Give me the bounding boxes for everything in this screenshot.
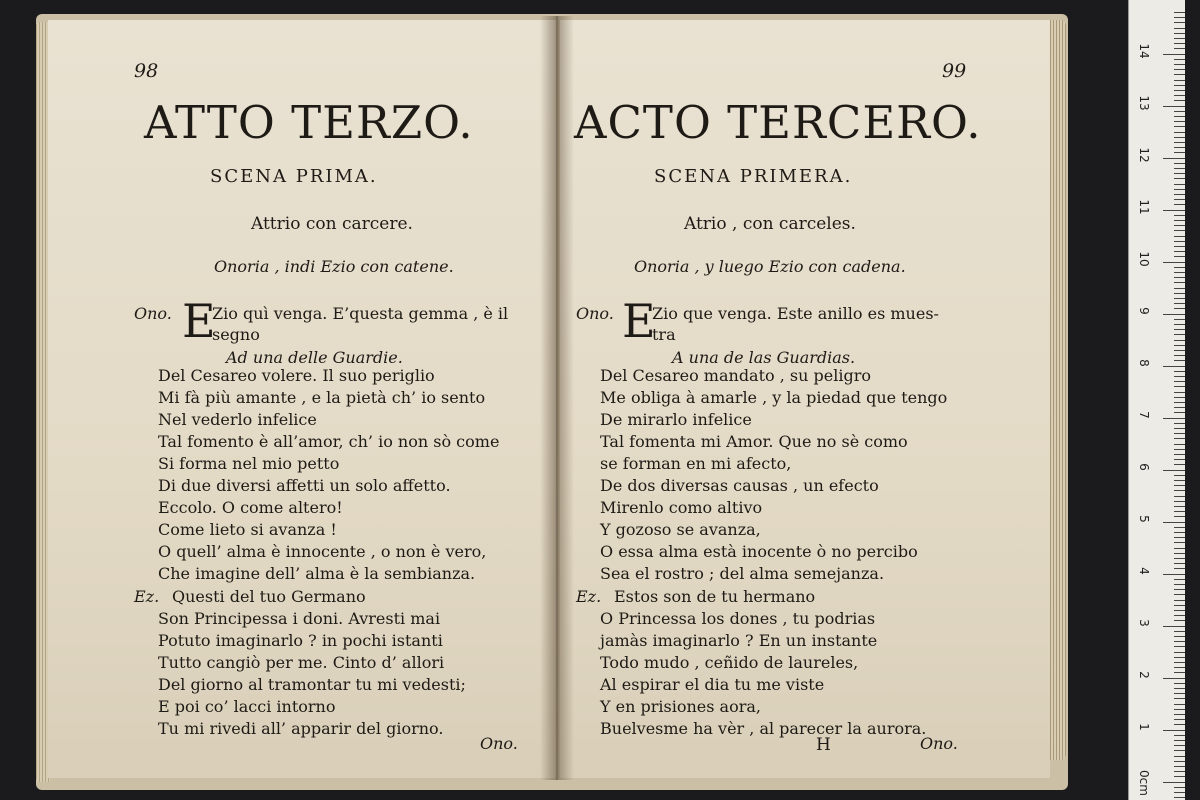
- ruler-tick: [1163, 574, 1185, 575]
- ruler-tick: [1174, 501, 1185, 502]
- ruler-tick: [1163, 470, 1185, 471]
- ruler-tick: [1174, 152, 1185, 153]
- ruler-tick: [1174, 137, 1185, 138]
- ruler-tick: [1174, 485, 1185, 486]
- ruler-tick: [1174, 714, 1185, 715]
- ruler-tick: [1163, 158, 1185, 159]
- ruler-number: 10: [1137, 251, 1151, 267]
- page-number: 99: [942, 60, 967, 82]
- ruler-tick: [1174, 454, 1185, 455]
- book-gutter: [540, 16, 574, 780]
- verse-line: Zio que venga. Este anillo es mues-: [652, 304, 939, 323]
- verse-line: Al espirar el dia tu me viste: [600, 675, 825, 694]
- ruler-tick: [1174, 771, 1185, 772]
- ruler-tick: [1174, 553, 1185, 554]
- ruler-tick: [1174, 589, 1185, 590]
- ruler-tick: [1174, 324, 1185, 325]
- verse-line: Del Cesareo mandato , su peligro: [600, 366, 871, 385]
- verse-line: Mi fà più amante , e la pietà ch’ io sento: [158, 388, 486, 407]
- verse-line: Potuto imaginarlo ? in pochi istanti: [158, 631, 443, 650]
- speaker-label: Ono.: [134, 304, 172, 323]
- scene-setting: Atrio , con carceles.: [684, 214, 856, 234]
- ruler-tick: [1174, 90, 1185, 91]
- ruler-tick: [1174, 797, 1185, 798]
- ruler-tick: [1174, 194, 1185, 195]
- ruler-tick: [1174, 256, 1185, 257]
- ruler-tick: [1174, 527, 1185, 528]
- speaker-label: Ez.: [134, 587, 160, 606]
- verse-line: E poi co’ lacci intorno: [158, 697, 336, 716]
- ruler-tick: [1174, 236, 1185, 237]
- stage-direction: A una de las Guardias.: [672, 348, 856, 367]
- ruler-number: 8: [1137, 359, 1151, 367]
- ruler-tick: [1174, 33, 1185, 34]
- verse-line: Todo mudo , ceñido de laureles,: [600, 653, 859, 672]
- fore-edge-right: [1048, 20, 1066, 760]
- ruler-tick: [1174, 376, 1185, 377]
- ruler-tick: [1174, 548, 1185, 549]
- verse-line: O Princessa los dones , tu podrias: [600, 609, 876, 628]
- verse-line: Che imagine dell’ alma è la sembianza.: [158, 564, 476, 583]
- ruler-tick: [1174, 787, 1185, 788]
- ruler-tick: [1174, 740, 1185, 741]
- ruler-tick: [1174, 709, 1185, 710]
- ruler-tick: [1174, 745, 1185, 746]
- ruler-tick: [1174, 220, 1185, 221]
- ruler-tick: [1174, 532, 1185, 533]
- ruler-tick: [1174, 641, 1185, 642]
- ruler-tick: [1174, 464, 1185, 465]
- ruler-tick: [1174, 121, 1185, 122]
- ruler-tick: [1174, 319, 1185, 320]
- verse-line: De dos diversas causas , un efecto: [600, 476, 879, 495]
- ruler-tick: [1174, 334, 1185, 335]
- catchword: Ono.: [920, 734, 958, 753]
- ruler-tick: [1174, 516, 1185, 517]
- verse-line: tra: [652, 325, 676, 344]
- ruler-tick: [1174, 230, 1185, 231]
- ruler-tick: [1174, 293, 1185, 294]
- ruler-tick: [1163, 730, 1185, 731]
- ruler-tick: [1174, 579, 1185, 580]
- characters-line: Onoria , y luego Ezio con cadena.: [634, 257, 906, 276]
- ruler-tick: [1174, 496, 1185, 497]
- verse-line: O essa alma està inocente ò no percibo: [600, 542, 918, 561]
- ruler-tick: [1174, 490, 1185, 491]
- ruler-tick: [1174, 48, 1185, 49]
- ruler-tick: [1174, 80, 1185, 81]
- verse-line: Estos son de tu hermano: [614, 587, 816, 606]
- ruler-tick: [1174, 511, 1185, 512]
- right-page: [560, 20, 1050, 778]
- ruler-tick: [1174, 381, 1185, 382]
- ruler-tick: [1174, 693, 1185, 694]
- ruler-tick: [1163, 678, 1185, 679]
- ruler-tick: [1174, 272, 1185, 273]
- verse-line: se forman en mi afecto,: [600, 454, 792, 473]
- verse-line: Eccolo. O come altero!: [158, 498, 343, 517]
- verse-line: Questi del tuo Germano: [172, 587, 366, 606]
- ruler-tick: [1174, 17, 1185, 18]
- catchword: Ono.: [480, 734, 518, 753]
- verse-line: Tal fomento è all’amor, ch’ io non sò come: [158, 432, 500, 451]
- ruler-tick: [1174, 340, 1185, 341]
- verse-line: Mirenlo como altivo: [600, 498, 763, 517]
- ruler-tick: [1174, 766, 1185, 767]
- ruler-tick: [1174, 792, 1185, 793]
- ruler-tick: [1174, 610, 1185, 611]
- ruler-tick: [1174, 85, 1185, 86]
- ruler-tick: [1174, 480, 1185, 481]
- ruler-tick: [1174, 756, 1185, 757]
- ruler-tick: [1174, 584, 1185, 585]
- act-title: ACTO TERCERO.: [574, 96, 982, 149]
- ruler-tick: [1174, 371, 1185, 372]
- ruler-tick: [1174, 636, 1185, 637]
- ruler-tick: [1174, 59, 1185, 60]
- ruler-tick: [1174, 594, 1185, 595]
- ruler-tick: [1174, 132, 1185, 133]
- ruler-tick: [1174, 735, 1185, 736]
- ruler-tick: [1163, 782, 1185, 783]
- ruler-tick: [1174, 329, 1185, 330]
- ruler-tick: [1174, 667, 1185, 668]
- ruler-tick: [1174, 428, 1185, 429]
- ruler-tick: [1174, 761, 1185, 762]
- ruler-tick: [1174, 688, 1185, 689]
- ruler-tick: [1174, 704, 1185, 705]
- ruler-tick: [1174, 698, 1185, 699]
- scene-setting: Attrio con carcere.: [251, 214, 413, 234]
- verse-line: Di due diversi affetti un solo affetto.: [158, 476, 451, 495]
- signature-mark: H: [816, 735, 831, 755]
- ruler-tick: [1174, 168, 1185, 169]
- ruler-tick: [1174, 111, 1185, 112]
- measuring-ruler: [1128, 0, 1185, 800]
- ruler-tick: [1174, 444, 1185, 445]
- ruler-number: 12: [1137, 147, 1151, 163]
- verse-line: Come lieto si avanza !: [158, 520, 337, 539]
- ruler-tick: [1174, 423, 1185, 424]
- ruler-tick: [1174, 449, 1185, 450]
- ruler-tick: [1163, 262, 1185, 263]
- ruler-tick: [1174, 615, 1185, 616]
- ruler-tick: [1174, 178, 1185, 179]
- ruler-number: 5: [1137, 515, 1151, 523]
- ruler-tick: [1174, 215, 1185, 216]
- ruler-tick: [1174, 542, 1185, 543]
- ruler-tick: [1174, 386, 1185, 387]
- ruler-tick: [1174, 412, 1185, 413]
- verse-line: Si forma nel mio petto: [158, 454, 340, 473]
- ruler-number: 9: [1137, 307, 1151, 315]
- ruler-tick: [1174, 100, 1185, 101]
- ruler-tick: [1174, 724, 1185, 725]
- drop-cap: E: [182, 294, 216, 348]
- ruler-tick: [1174, 64, 1185, 65]
- verse-line: Sea el rostro ; del alma semejanza.: [600, 564, 885, 583]
- ruler-tick: [1174, 28, 1185, 29]
- ruler-tick: [1174, 605, 1185, 606]
- ruler-tick: [1174, 750, 1185, 751]
- page-number: 98: [134, 60, 159, 82]
- ruler-tick: [1163, 626, 1185, 627]
- verse-line: Tu mi rivedi all’ apparir del giorno.: [158, 719, 444, 738]
- ruler-tick: [1174, 288, 1185, 289]
- ruler-tick: [1174, 657, 1185, 658]
- ruler-tick: [1174, 646, 1185, 647]
- ruler-number: 0cm: [1137, 770, 1151, 796]
- ruler-tick: [1163, 106, 1185, 107]
- ruler-tick: [1174, 350, 1185, 351]
- ruler-tick: [1163, 314, 1185, 315]
- verse-line: Zio quì venga. E’questa gemma , è il: [212, 304, 509, 323]
- verse-line: Me obliga à amarle , y la piedad que tengo: [600, 388, 948, 407]
- stage-direction: Ad una delle Guardie.: [226, 348, 403, 367]
- ruler-tick: [1174, 43, 1185, 44]
- ruler-number: 4: [1137, 567, 1151, 575]
- ruler-tick: [1174, 22, 1185, 23]
- speaker-label: Ez.: [576, 587, 602, 606]
- verse-line: Nel vederlo infelice: [158, 410, 317, 429]
- verse-line: Tal fomenta mi Amor. Que no sè como: [600, 432, 908, 451]
- ruler-tick: [1174, 142, 1185, 143]
- ruler-tick: [1174, 360, 1185, 361]
- verse-line: jamàs imaginarlo ? En un instante: [600, 631, 878, 650]
- ruler-tick: [1174, 563, 1185, 564]
- ruler-number: 1: [1137, 723, 1151, 731]
- ruler-number: 11: [1137, 199, 1151, 215]
- ruler-tick: [1174, 683, 1185, 684]
- ruler-tick: [1174, 568, 1185, 569]
- ruler-tick: [1174, 308, 1185, 309]
- ruler-number: 7: [1137, 411, 1151, 419]
- ruler-tick: [1174, 184, 1185, 185]
- ruler-tick: [1174, 558, 1185, 559]
- ruler-tick: [1163, 210, 1185, 211]
- ruler-tick: [1174, 69, 1185, 70]
- ruler-tick: [1163, 54, 1185, 55]
- ruler-tick: [1174, 392, 1185, 393]
- ruler-tick: [1174, 95, 1185, 96]
- verse-line: Buelvesme ha vèr , al parecer la aurora.: [600, 719, 927, 738]
- verse-line: Y en prisiones aora,: [600, 697, 761, 716]
- left-page: [48, 20, 556, 778]
- ruler-tick: [1174, 241, 1185, 242]
- ruler-tick: [1174, 475, 1185, 476]
- ruler-number: 6: [1137, 463, 1151, 471]
- ruler-tick: [1174, 355, 1185, 356]
- ruler-tick: [1174, 173, 1185, 174]
- drop-cap: E: [622, 294, 656, 348]
- verse-line: Del Cesareo volere. Il suo periglio: [158, 366, 435, 385]
- ruler-tick: [1174, 277, 1185, 278]
- ruler-tick: [1174, 12, 1185, 13]
- ruler-tick: [1174, 298, 1185, 299]
- ruler-tick: [1174, 459, 1185, 460]
- ruler-tick: [1174, 433, 1185, 434]
- ruler-tick: [1174, 126, 1185, 127]
- verse-line: segno: [212, 325, 260, 344]
- ruler-tick: [1163, 522, 1185, 523]
- scene-title: SCENA PRIMERA.: [654, 166, 853, 187]
- ruler-tick: [1174, 631, 1185, 632]
- ruler-tick: [1174, 74, 1185, 75]
- ruler-tick: [1174, 246, 1185, 247]
- scene-title: SCENA PRIMA.: [210, 166, 378, 187]
- ruler-number: 13: [1137, 95, 1151, 111]
- speaker-label: Ono.: [576, 304, 614, 323]
- ruler-number: 14: [1137, 43, 1151, 59]
- verse-line: De mirarlo infelice: [600, 410, 752, 429]
- ruler-number: 2: [1137, 671, 1151, 679]
- ruler-tick: [1174, 438, 1185, 439]
- ruler-tick: [1174, 189, 1185, 190]
- ruler-tick: [1174, 345, 1185, 346]
- ruler-tick: [1174, 652, 1185, 653]
- ruler-tick: [1174, 407, 1185, 408]
- ruler-tick: [1174, 662, 1185, 663]
- ruler-tick: [1174, 776, 1185, 777]
- verse-line: Tutto cangiò per me. Cinto d’ allori: [158, 653, 445, 672]
- ruler-tick: [1174, 147, 1185, 148]
- verse-line: Del giorno al tramontar tu mi vedesti;: [158, 675, 466, 694]
- ruler-tick: [1174, 719, 1185, 720]
- ruler-tick: [1174, 282, 1185, 283]
- ruler-tick: [1174, 163, 1185, 164]
- characters-line: Onoria , indi Ezio con catene.: [214, 257, 454, 276]
- ruler-tick: [1174, 537, 1185, 538]
- ruler-tick: [1174, 620, 1185, 621]
- act-title: ATTO TERZO.: [144, 96, 474, 149]
- ruler-tick: [1174, 672, 1185, 673]
- ruler-tick: [1174, 38, 1185, 39]
- ruler-tick: [1163, 366, 1185, 367]
- ruler-tick: [1174, 267, 1185, 268]
- verse-line: Son Principessa i doni. Avresti mai: [158, 609, 441, 628]
- ruler-tick: [1174, 204, 1185, 205]
- ruler-tick: [1174, 506, 1185, 507]
- ruler-tick: [1174, 402, 1185, 403]
- ruler-number: 3: [1137, 619, 1151, 627]
- verse-line: O quell’ alma è innocente , o non è vero,: [158, 542, 487, 561]
- ruler-tick: [1174, 116, 1185, 117]
- verse-line: Y gozoso se avanza,: [600, 520, 761, 539]
- ruler-tick: [1174, 600, 1185, 601]
- ruler-tick: [1174, 397, 1185, 398]
- ruler-tick: [1174, 225, 1185, 226]
- ruler-tick: [1174, 199, 1185, 200]
- ruler-tick: [1174, 303, 1185, 304]
- ruler-tick: [1163, 418, 1185, 419]
- ruler-tick: [1174, 251, 1185, 252]
